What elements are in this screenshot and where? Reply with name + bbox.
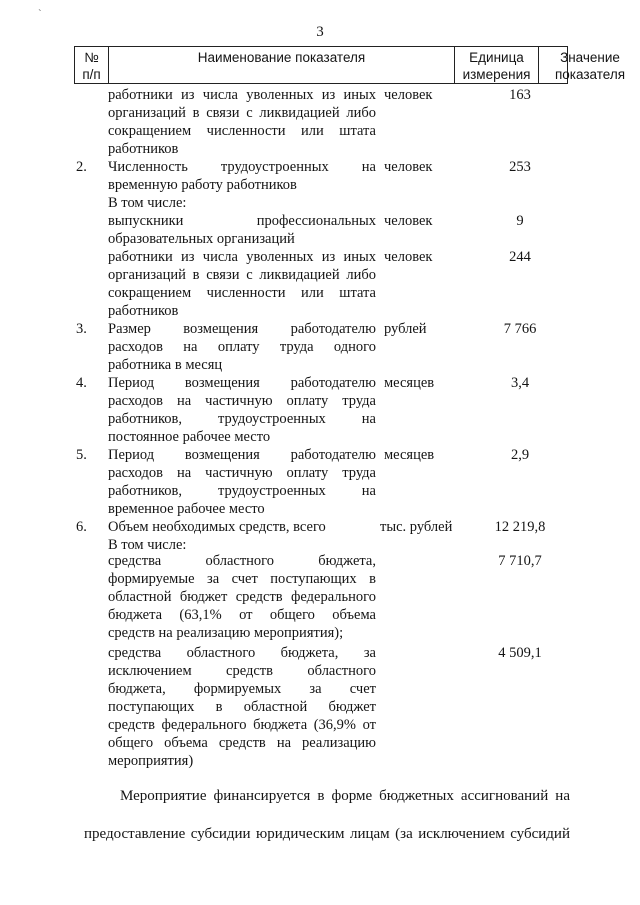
paragraph-line: предоставление субсидии юридическим лицам (за исключением субсидий [84, 826, 570, 842]
row-name-line: работников, трудоустроенных на [108, 411, 376, 427]
row-name-line: Объем необходимых средств, всего [108, 519, 326, 535]
header-col-number-line2: п/п [82, 67, 101, 82]
row-name-line: формируемые за счет поступающих в [108, 571, 376, 587]
row-value: 12 219,8 [494, 519, 546, 535]
row-name [108, 212, 376, 248]
row-name [108, 518, 376, 536]
header-col-number [75, 47, 109, 83]
row-name-line: организаций в связи с ликвидацией либо [108, 105, 376, 121]
row-value: 7 766 [503, 321, 537, 337]
row-name-line: Период возмещения работодателю [108, 447, 376, 463]
row-name-line: областной бюджет средств федерального [108, 589, 376, 605]
row-name [108, 320, 376, 374]
row-number: 5. [76, 447, 87, 463]
row-name-line: работников [108, 303, 179, 319]
row-name [108, 644, 376, 770]
row-name-line: сокращением численности или штата [108, 285, 376, 301]
row-name-line: работников, трудоустроенных на [108, 483, 376, 499]
row-number: 4. [76, 375, 87, 391]
row-value: 2,9 [510, 447, 530, 463]
row-unit: человек [384, 159, 433, 175]
row-name-line: средств федерального бюджета (36,9% от [108, 717, 376, 733]
row-name-line: бюджета, формируемых за счет [108, 681, 376, 697]
row-unit: тыс. рублей [380, 519, 453, 535]
row-name-line: поступающих в областной бюджет [108, 699, 376, 715]
row-name [108, 248, 376, 320]
row-name-line: мероприятия) [108, 753, 194, 769]
header-col-number-line1: № [84, 50, 99, 65]
row-unit: человек [384, 213, 433, 229]
row-number: 6. [76, 519, 87, 535]
page-number: 3 [316, 24, 324, 40]
row-name-line: расходов на частичную оплату труда [108, 465, 376, 481]
row-number: 3. [76, 321, 87, 337]
row-value: 244 [509, 249, 531, 265]
header-col-unit-line2: измерения [462, 67, 531, 82]
row-value: 3,4 [510, 375, 530, 391]
row-name-line: Численность трудоустроенных на [108, 159, 376, 175]
row-name-line: постоянное рабочее место [108, 429, 271, 445]
row-name [108, 374, 376, 446]
row-name-line: временное рабочее место [108, 501, 265, 517]
body-paragraph-continued [84, 824, 570, 844]
row-name-line: бюджета (63,1% от общего объема [108, 607, 376, 623]
row-name [108, 86, 376, 158]
row-number: 2. [76, 159, 87, 175]
body-paragraph [84, 786, 570, 806]
row-value: 9 [516, 213, 524, 229]
row-unit: рублей [384, 321, 427, 337]
row-name-line: средства областного бюджета, [108, 553, 376, 569]
row-name-line: Размер возмещения работодателю [108, 321, 376, 337]
row-name [108, 446, 376, 518]
row-name-line: работника в месяц [108, 357, 223, 373]
table-header [74, 46, 626, 84]
paragraph-line: Мероприятие финансируется в форме бюджетных ассигнований на [120, 788, 570, 804]
header-col-name-label: Наименование показателя [197, 50, 366, 65]
row-name-line: В том числе: [108, 195, 187, 211]
row-value: 7 710,7 [498, 553, 542, 569]
corner-mark: ` [38, 8, 42, 20]
row-name-line: работники из числа уволенных из иных [108, 87, 376, 103]
header-col-name [109, 47, 455, 83]
row-unit: человек [384, 249, 433, 265]
row-name [108, 194, 376, 212]
row-name-line: выпускники профессиональных [108, 213, 376, 229]
row-name [108, 552, 376, 642]
row-name-line: временную работу работников [108, 177, 297, 193]
row-name-line: работников [108, 141, 179, 157]
row-value: 163 [509, 87, 531, 103]
header-col-value [539, 47, 640, 83]
row-name-line: общего объема средств на реализацию [108, 735, 376, 751]
row-value: 4 509,1 [498, 645, 542, 661]
row-name-line: расходов на оплату труда одного [108, 339, 376, 355]
row-name [108, 158, 376, 194]
row-name-line: исключением средств областного [108, 663, 376, 679]
row-name-line: работники из числа уволенных из иных [108, 249, 376, 265]
row-value: 253 [509, 159, 531, 175]
header-col-value-line1: Значение [560, 50, 620, 65]
row-name-line: расходов на частичную оплату труда [108, 393, 376, 409]
row-name-line: Период возмещения работодателю [108, 375, 376, 391]
row-name-line: В том числе: [108, 537, 187, 553]
row-name-line: образовательных организаций [108, 231, 295, 247]
row-name-line: организаций в связи с ликвидацией либо [108, 267, 376, 283]
row-unit: месяцев [384, 375, 435, 391]
row-name-line: сокращением численности или штата [108, 123, 376, 139]
header-col-value-line2: показателя [554, 67, 626, 82]
row-name-line: средств на реализацию мероприятия); [108, 625, 344, 641]
header-col-unit-line1: Единица [469, 50, 524, 65]
header-col-unit [455, 47, 539, 83]
row-name-line: средства областного бюджета, за [108, 645, 376, 661]
row-unit: человек [384, 87, 433, 103]
row-unit: месяцев [384, 447, 435, 463]
